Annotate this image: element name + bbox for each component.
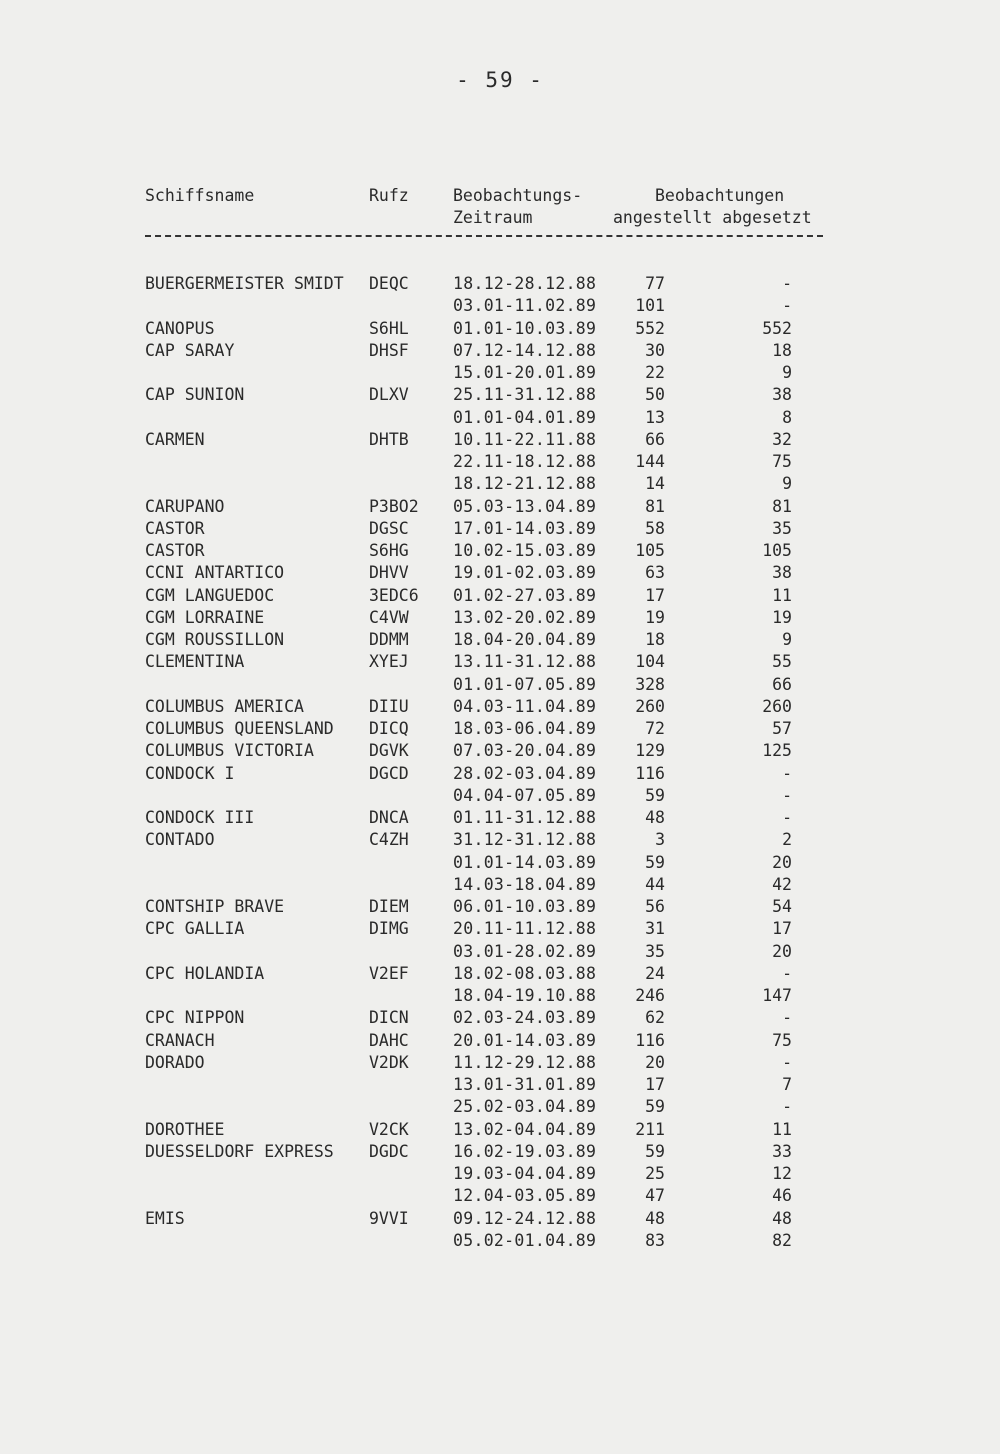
cell-abg: 35 <box>772 518 792 538</box>
cell-period: 22.11-18.12.88 <box>453 452 597 471</box>
table-row <box>0 853 1000 875</box>
table-row <box>0 497 1000 519</box>
cell-rufz: DGSC <box>369 518 409 538</box>
cell-period: 05.02-01.04.89 <box>453 1230 597 1250</box>
cell-ang: 211 <box>635 1119 665 1139</box>
cell-ang: 50 <box>645 385 665 405</box>
table-row <box>0 1209 1000 1231</box>
table-row <box>0 452 1000 474</box>
cell-name: CGM LORRAINE <box>145 607 265 627</box>
cell-rufz: DICN <box>369 1008 409 1028</box>
table-row <box>0 1120 1000 1142</box>
cell-ang: 62 <box>645 1008 665 1028</box>
cell-period: 01.02-27.03.89 <box>453 585 597 605</box>
cell-abg: 125 <box>762 741 792 761</box>
cell-rufz: 3EDC6 <box>369 585 419 605</box>
cell-abg: 8 <box>782 407 792 427</box>
cell-period: 01.01-04.01.89 <box>453 407 597 427</box>
cell-abg: 75 <box>772 452 792 471</box>
cell-abg: - <box>782 808 792 827</box>
cell-period: 14.03-18.04.89 <box>453 874 597 894</box>
cell-ang: 17 <box>645 1075 665 1094</box>
cell-rufz: P3BO2 <box>369 496 419 516</box>
cell-rufz: XYEJ <box>369 652 409 672</box>
cell-ang: 77 <box>645 274 665 293</box>
cell-ang: 59 <box>645 1141 665 1161</box>
cell-abg: 42 <box>772 874 792 894</box>
cell-period: 01.01-07.05.89 <box>453 674 597 694</box>
cell-name: CPC HOLANDIA <box>145 963 265 983</box>
table-row <box>0 1231 1000 1253</box>
cell-period: 09.12-24.12.88 <box>453 1208 597 1228</box>
cell-period: 15.01-20.01.89 <box>453 363 597 382</box>
header-zeitraum: Zeitraum <box>453 208 533 227</box>
cell-abg: 46 <box>772 1186 792 1206</box>
cell-ang: 59 <box>645 852 665 872</box>
cell-ang: 144 <box>635 452 665 471</box>
cell-abg: 18 <box>772 340 792 360</box>
cell-name: CASTOR <box>145 541 205 560</box>
cell-rufz: DGCD <box>369 763 409 783</box>
cell-rufz: C4VW <box>369 607 409 627</box>
cell-rufz: 9VVI <box>369 1208 409 1228</box>
cell-ang: 59 <box>645 1097 665 1117</box>
cell-name: CAP SARAY <box>145 340 235 360</box>
cell-abg: 17 <box>772 919 792 939</box>
cell-period: 19.03-04.04.89 <box>453 1164 597 1183</box>
table-row <box>0 1031 1000 1053</box>
cell-abg: 20 <box>772 852 792 872</box>
header-rufz: Rufz <box>369 186 409 205</box>
cell-abg: 552 <box>762 318 792 338</box>
cell-abg: 38 <box>772 563 792 583</box>
cell-period: 01.01-14.03.89 <box>453 852 597 872</box>
cell-name: CGM ROUSSILLON <box>145 630 285 649</box>
cell-abg: 12 <box>772 1164 792 1183</box>
table-row <box>0 541 1000 563</box>
cell-ang: 260 <box>635 696 665 716</box>
cell-name: CPC GALLIA <box>145 919 245 939</box>
cell-ang: 18 <box>645 630 665 649</box>
cell-ang: 104 <box>635 652 665 672</box>
cell-ang: 14 <box>645 474 665 494</box>
cell-ang: 47 <box>645 1186 665 1206</box>
cell-period: 01.01-10.03.89 <box>453 318 597 338</box>
table-row <box>0 1053 1000 1075</box>
cell-abg: 81 <box>772 496 792 516</box>
cell-abg: 82 <box>772 1230 792 1250</box>
cell-name: CCNI ANTARTICO <box>145 563 285 583</box>
cell-ang: 31 <box>645 919 665 939</box>
cell-abg: - <box>782 785 792 805</box>
cell-ang: 101 <box>635 296 665 316</box>
cell-rufz: DGDC <box>369 1141 409 1161</box>
cell-abg: 2 <box>782 830 792 850</box>
cell-rufz: S6HG <box>369 541 409 560</box>
table-row <box>0 1097 1000 1119</box>
cell-ang: 116 <box>635 763 665 783</box>
cell-ang: 44 <box>645 874 665 894</box>
cell-ang: 35 <box>645 941 665 961</box>
cell-abg: 38 <box>772 385 792 405</box>
table-row <box>0 586 1000 608</box>
cell-rufz: S6HL <box>369 318 409 338</box>
cell-period: 20.11-11.12.88 <box>453 919 597 939</box>
cell-period: 13.01-31.01.89 <box>453 1075 597 1094</box>
cell-period: 10.02-15.03.89 <box>453 541 597 560</box>
cell-rufz: C4ZH <box>369 830 409 850</box>
cell-ang: 129 <box>635 741 665 761</box>
cell-period: 13.02-20.02.89 <box>453 607 597 627</box>
cell-rufz: DIMG <box>369 919 409 939</box>
cell-period: 25.02-03.04.89 <box>453 1097 597 1117</box>
cell-ang: 22 <box>645 363 665 382</box>
cell-abg: 7 <box>782 1075 792 1094</box>
cell-abg: 75 <box>772 1030 792 1050</box>
cell-period: 18.12-21.12.88 <box>453 474 597 494</box>
cell-rufz: DAHC <box>369 1030 409 1050</box>
cell-rufz: DICQ <box>369 719 409 738</box>
cell-abg: 9 <box>782 474 792 494</box>
cell-rufz: DLXV <box>369 385 409 405</box>
cell-period: 16.02-19.03.89 <box>453 1141 597 1161</box>
table-row <box>0 563 1000 585</box>
cell-ang: 24 <box>645 963 665 983</box>
cell-name: CGM LANGUEDOC <box>145 585 275 605</box>
cell-ang: 63 <box>645 563 665 583</box>
cell-name: CLEMENTINA <box>145 652 245 672</box>
table-row <box>0 1142 1000 1164</box>
cell-abg: 33 <box>772 1141 792 1161</box>
cell-rufz: DGVK <box>369 741 409 761</box>
cell-abg: - <box>782 1008 792 1028</box>
cell-ang: 58 <box>645 518 665 538</box>
cell-period: 17.01-14.03.89 <box>453 518 597 538</box>
cell-ang: 328 <box>635 674 665 694</box>
cell-ang: 3 <box>655 830 665 850</box>
cell-abg: - <box>782 274 792 293</box>
cell-period: 18.03-06.04.89 <box>453 719 597 738</box>
table-row <box>0 363 1000 385</box>
cell-rufz: DIEM <box>369 897 409 916</box>
cell-name: CANOPUS <box>145 318 215 338</box>
table-row <box>0 474 1000 496</box>
cell-rufz: DIIU <box>369 696 409 716</box>
cell-abg: - <box>782 296 792 316</box>
cell-period: 11.12-29.12.88 <box>453 1052 597 1072</box>
cell-name: CONTADO <box>145 830 215 850</box>
header-schiffsname: Schiffsname <box>145 186 255 205</box>
cell-ang: 81 <box>645 496 665 516</box>
table-row <box>0 319 1000 341</box>
cell-name: CASTOR <box>145 518 205 538</box>
cell-ang: 72 <box>645 719 665 738</box>
cell-abg: 66 <box>772 674 792 694</box>
cell-name: CONDOCK I <box>145 763 235 783</box>
table-row <box>0 897 1000 919</box>
header-angestellt-abgesetzt: angestellt abgesetzt <box>613 208 812 227</box>
cell-period: 28.02-03.04.89 <box>453 763 597 783</box>
table-row <box>0 519 1000 541</box>
cell-ang: 552 <box>635 318 665 338</box>
page-number: - 59 - <box>456 68 544 92</box>
cell-period: 02.03-24.03.89 <box>453 1008 597 1028</box>
cell-abg: - <box>782 963 792 983</box>
cell-name: EMIS <box>145 1208 185 1228</box>
cell-period: 03.01-11.02.89 <box>453 296 597 316</box>
header-separator <box>145 235 823 237</box>
table-row <box>0 1075 1000 1097</box>
cell-rufz: DDMM <box>369 630 409 649</box>
cell-name: CPC NIPPON <box>145 1008 245 1028</box>
cell-period: 05.03-13.04.89 <box>453 496 597 516</box>
table-row <box>0 764 1000 786</box>
table-row <box>0 652 1000 674</box>
cell-rufz: V2CK <box>369 1119 409 1139</box>
table-row <box>0 986 1000 1008</box>
table-row <box>0 875 1000 897</box>
cell-period: 31.12-31.12.88 <box>453 830 597 850</box>
table-row <box>0 408 1000 430</box>
cell-period: 18.04-19.10.88 <box>453 986 597 1005</box>
table-row <box>0 741 1000 763</box>
table-row <box>0 830 1000 852</box>
cell-ang: 48 <box>645 1208 665 1228</box>
cell-name: DOROTHEE <box>145 1119 225 1139</box>
cell-period: 13.11-31.12.88 <box>453 652 597 672</box>
cell-period: 06.01-10.03.89 <box>453 897 597 916</box>
table-row <box>0 697 1000 719</box>
cell-abg: 105 <box>762 541 792 560</box>
cell-ang: 30 <box>645 340 665 360</box>
cell-period: 13.02-04.04.89 <box>453 1119 597 1139</box>
cell-abg: - <box>782 1052 792 1072</box>
cell-period: 07.12-14.12.88 <box>453 340 597 360</box>
cell-abg: 54 <box>772 897 792 916</box>
cell-period: 18.12-28.12.88 <box>453 274 597 293</box>
cell-abg: 20 <box>772 941 792 961</box>
cell-ang: 116 <box>635 1030 665 1050</box>
cell-ang: 17 <box>645 585 665 605</box>
cell-rufz: V2EF <box>369 963 409 983</box>
table-row <box>0 1164 1000 1186</box>
table-row <box>0 430 1000 452</box>
cell-ang: 13 <box>645 407 665 427</box>
cell-period: 04.04-07.05.89 <box>453 785 597 805</box>
cell-name: CRANACH <box>145 1030 215 1050</box>
table-row <box>0 274 1000 296</box>
cell-name: CONDOCK III <box>145 808 255 827</box>
cell-name: CAP SUNION <box>145 385 245 405</box>
cell-abg: 9 <box>782 363 792 382</box>
cell-rufz: DNCA <box>369 808 409 827</box>
cell-period: 25.11-31.12.88 <box>453 385 597 405</box>
cell-period: 01.11-31.12.88 <box>453 808 597 827</box>
cell-abg: 32 <box>772 429 792 449</box>
cell-ang: 48 <box>645 808 665 827</box>
cell-rufz: DHTB <box>369 429 409 449</box>
cell-rufz: DHSF <box>369 340 409 360</box>
table-row <box>0 1008 1000 1030</box>
table-row <box>0 1186 1000 1208</box>
cell-period: 18.04-20.04.89 <box>453 630 597 649</box>
cell-name: CARMEN <box>145 429 205 449</box>
cell-name: DORADO <box>145 1052 205 1072</box>
cell-ang: 59 <box>645 785 665 805</box>
cell-name: COLUMBUS VICTORIA <box>145 741 314 761</box>
cell-rufz: DHVV <box>369 563 409 583</box>
cell-ang: 246 <box>635 986 665 1005</box>
cell-ang: 19 <box>645 607 665 627</box>
cell-abg: 19 <box>772 607 792 627</box>
table-row <box>0 942 1000 964</box>
cell-period: 20.01-14.03.89 <box>453 1030 597 1050</box>
cell-name: COLUMBUS QUEENSLAND <box>145 719 334 738</box>
cell-period: 03.01-28.02.89 <box>453 941 597 961</box>
cell-name: COLUMBUS AMERICA <box>145 696 304 716</box>
cell-name: CONTSHIP BRAVE <box>145 897 285 916</box>
cell-abg: 48 <box>772 1208 792 1228</box>
header-beobachtungen: Beobachtungen <box>655 186 785 205</box>
table-row <box>0 786 1000 808</box>
cell-ang: 105 <box>635 541 665 560</box>
table-row <box>0 675 1000 697</box>
cell-ang: 66 <box>645 429 665 449</box>
cell-abg: 11 <box>772 585 792 605</box>
cell-name: CARUPANO <box>145 496 225 516</box>
cell-period: 07.03-20.04.89 <box>453 741 597 761</box>
cell-ang: 25 <box>645 1164 665 1183</box>
table-row <box>0 964 1000 986</box>
table-row <box>0 719 1000 741</box>
table-row <box>0 341 1000 363</box>
table-row <box>0 296 1000 318</box>
cell-abg: - <box>782 763 792 783</box>
cell-name: BUERGERMEISTER SMIDT <box>145 274 344 293</box>
cell-abg: 57 <box>772 719 792 738</box>
cell-ang: 20 <box>645 1052 665 1072</box>
table-row <box>0 919 1000 941</box>
cell-name: DUESSELDORF EXPRESS <box>145 1141 334 1161</box>
cell-abg: - <box>782 1097 792 1117</box>
cell-period: 18.02-08.03.88 <box>453 963 597 983</box>
cell-period: 12.04-03.05.89 <box>453 1186 597 1206</box>
cell-ang: 56 <box>645 897 665 916</box>
cell-ang: 83 <box>645 1230 665 1250</box>
cell-abg: 260 <box>762 696 792 716</box>
cell-rufz: DEQC <box>369 274 409 293</box>
table-row <box>0 630 1000 652</box>
cell-abg: 11 <box>772 1119 792 1139</box>
table-row <box>0 385 1000 407</box>
cell-rufz: V2DK <box>369 1052 409 1072</box>
cell-period: 10.11-22.11.88 <box>453 429 597 449</box>
cell-period: 19.01-02.03.89 <box>453 563 597 583</box>
cell-abg: 55 <box>772 652 792 672</box>
cell-abg: 147 <box>762 986 792 1005</box>
table-row <box>0 608 1000 630</box>
cell-abg: 9 <box>782 630 792 649</box>
header-beobachtungs: Beobachtungs- <box>453 186 583 205</box>
table-row <box>0 808 1000 830</box>
cell-period: 04.03-11.04.89 <box>453 696 597 716</box>
